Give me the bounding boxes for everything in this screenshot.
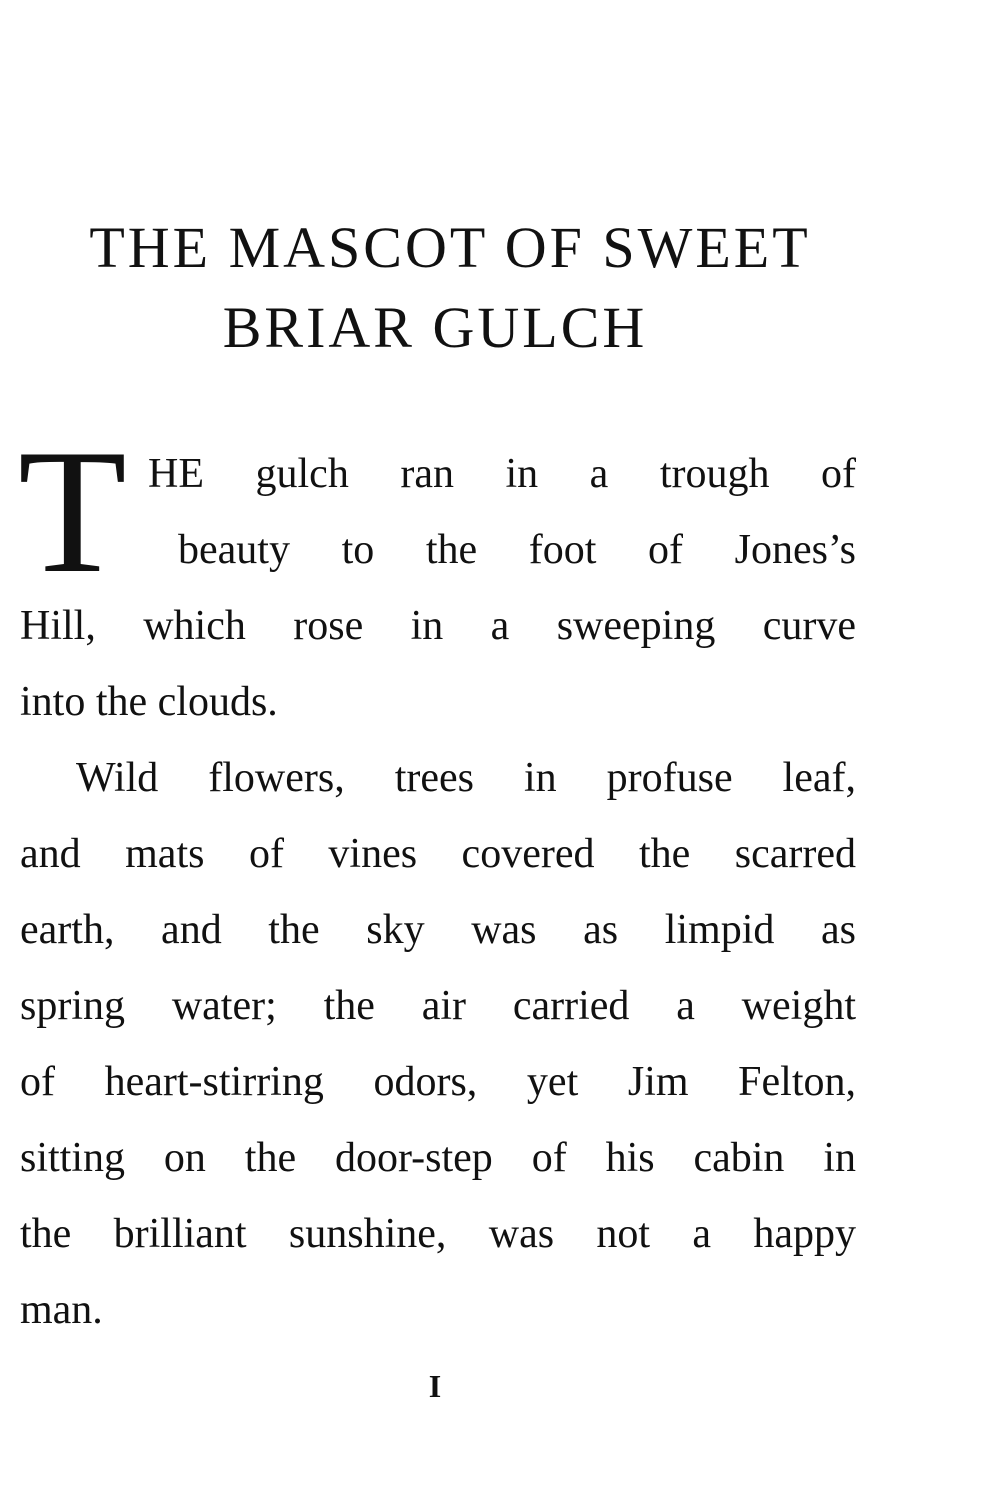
- page-number: I: [428, 1368, 442, 1404]
- text-line: sitting on the door-step of his cabin in: [20, 1135, 856, 1181]
- text-line: beauty to the foot of Jones’s: [178, 527, 856, 573]
- text-line: earth, and the sky was as limpid as: [20, 907, 856, 953]
- text-line: Wild flowers, trees in profuse leaf,: [76, 755, 856, 801]
- drop-cap: T: [18, 412, 127, 610]
- text-line: of heart-stirring odors, yet Jim Felton,: [20, 1059, 856, 1105]
- text-line: man.: [20, 1287, 103, 1333]
- text-line: spring water; the air carried a weight: [20, 983, 856, 1029]
- text-line: and mats of vines covered the scarred: [20, 831, 856, 877]
- text-line: the brilliant sunshine, was not a happy: [20, 1211, 856, 1257]
- chapter-title-line-1: THE MASCOT OF SWEET: [89, 215, 811, 280]
- chapter-title-line-2: BRIAR GULCH: [222, 295, 648, 360]
- text-line: into the clouds.: [20, 679, 278, 725]
- text-line: Hill, which rose in a sweeping curve: [20, 603, 856, 649]
- text-line: HE gulch ran in a trough of: [148, 451, 856, 497]
